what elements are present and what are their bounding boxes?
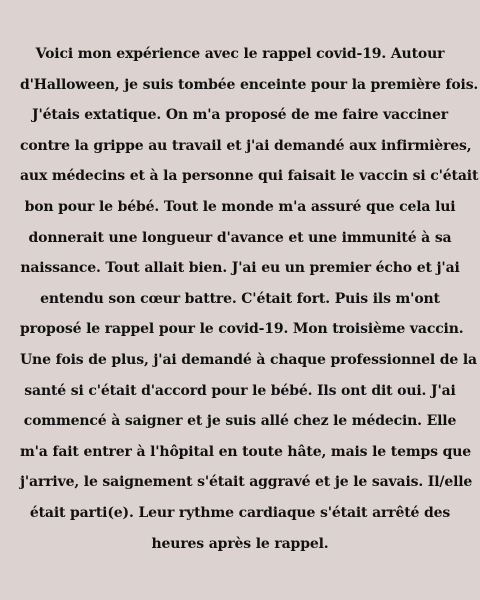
text-line-15: j'arrive, le saignement s'était aggravé et je le savais. Il/elle [20, 474, 473, 491]
text-line-1: Voici mon expérience avec le rappel covid-19. Autour [35, 46, 445, 62]
text-line-3: J'étais extatique. On m'a proposé de me faire vacciner [32, 107, 448, 124]
text-line-11: Une fois de plus, j'ai demandé à chaque professionnel de la [20, 351, 477, 368]
text-line-7: donnerait une longueur d'avance et une immunité à sa [28, 229, 452, 246]
text-line-6: bon pour le bébé. Tout le monde m'a assuré que cela lui [24, 198, 456, 215]
text-line-5: aux médecins et à la personne qui faisait le vaccin si c'était [20, 168, 479, 185]
text-line-14: m'a fait entrer à l'hôpital en toute hâte, mais le temps que [20, 443, 472, 460]
text-line-2: d'Halloween, je suis tombée enceinte pour la première fois. [20, 76, 479, 93]
text-line-16: était parti(e). Leur rythme cardiaque s'était arrêté des [29, 504, 451, 521]
text-line-17: heures après le rappel. [151, 535, 329, 552]
text-line-9: entendu son cœur battre. C'était fort. Puis ils m'ont [40, 290, 440, 307]
text-line-13: commencé à saigner et je suis allé chez le médecin. Elle [23, 413, 457, 430]
text-line-12: santé si c'était d'accord pour le bébé. Ils ont dit oui. J'ai [24, 382, 456, 399]
text-line-10: proposé le rappel pour le covid-19. Mon troisième vaccin. [20, 321, 464, 338]
testimony-paragraph [20, 39, 479, 559]
text-line-4: contre la grippe au travail et j'ai demandé aux infirmières, [20, 137, 472, 154]
text-line-8: naissance. Tout allait bien. J'ai eu un premier écho et j'ai [20, 260, 460, 277]
